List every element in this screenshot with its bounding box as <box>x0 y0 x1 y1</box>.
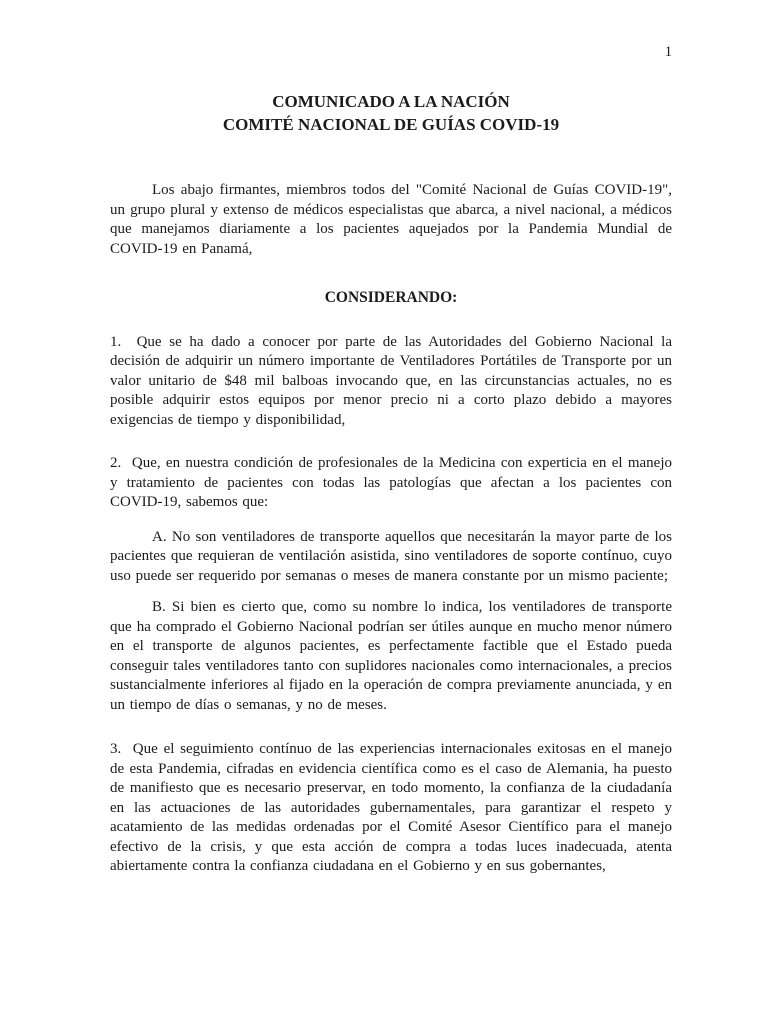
document-title <box>110 90 672 136</box>
item-1-paragraph: 1. Que se ha dado a conocer por parte de las Autoridades del Gobierno Nacional la decisión de adquirir un número importante de Ventiladores Portátiles de Transporte por un valor unitario de $48 mil balboas invocando que, en las circunstancias actuales, no es posible adquirir estos equipos por menor precio ni a corto plazo debido a mayores exigencias de tiempo y disponibilidad, <box>110 333 672 428</box>
title-line-2: COMITÉ NACIONAL DE GUÍAS COVID-19 <box>222 115 560 134</box>
item-2-paragraph: 2. Que, en nuestra condición de profesionales de la Medicina con experticia en el manejo y tratamiento de pacientes con todas las patologías que afectan a los pacientes con COVID-19, sabemos que: <box>110 455 672 510</box>
considerando-heading: CONSIDERANDO: <box>324 289 458 306</box>
item-3-paragraph: 3. Que el seguimiento contínuo de las experiencias internacionales exitosas en el manejo de esta Pandemia, cifradas en evidencia científica como es el caso de Alemania, ha puesto de manifiesto que es necesario preservar, en todo momento, la confianza de la ciudadanía en las actuaciones de las autoridades gubernamentales, para garantizar el respeto y acatamiento de las medidas ordenadas por el Comité Asesor Científico para el manejo efectivo de la crisis, y que esta acción de compra a todas luces inadecuada, atenta abiertamente contra la confianza ciudadana en el Gobierno y en sus gobernantes, <box>110 741 672 874</box>
sub-item-b-paragraph: B. Si bien es cierto que, como su nombre lo indica, los ventiladores de transporte que ha comprado el Gobierno Nacional podrían ser útiles aunque en mucho menor número en el transporte de algunos pacientes, es perfectamente factible que el Estado pueda conseguir tales ventiladores tanto con suplidores nacionales como internacionales, a precios sustancialmente inferiores al fijado en la operación de compra previamente anunciada, y en un tiempo de días o semanas, y no de meses. <box>110 599 672 713</box>
title-line-1: COMUNICADO A LA NACIÓN <box>272 92 510 111</box>
sub-item-a-paragraph: A. No son ventiladores de transporte aquellos que necesitarán la mayor parte de los pacientes que requieran de ventilación asistida, sino ventiladores de soporte contínuo, cuyo uso puede ser requerido por semanas o meses de manera constante por un mismo paciente; <box>110 528 672 584</box>
intro-paragraph: Los abajo firmantes, miembros todos del "Comité Nacional de Guías COVID-19", un grupo plural y extenso de médicos especialistas que abarca, a nivel nacional, a médicos que manejamos diariamente a los pacientes aquejados por la Pandemia Mundial de COVID-19 en Panamá, <box>110 182 672 257</box>
page-number: 1 <box>664 44 672 60</box>
